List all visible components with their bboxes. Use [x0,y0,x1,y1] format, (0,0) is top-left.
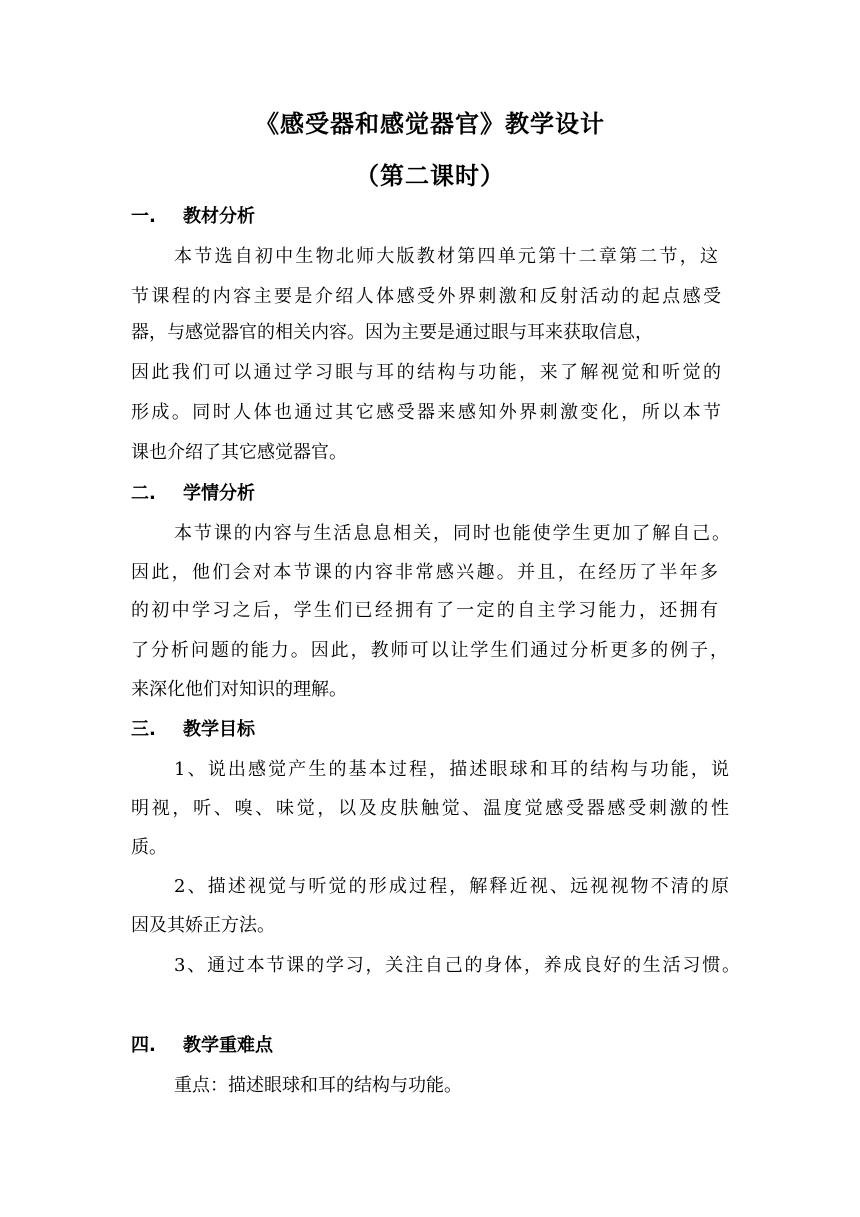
objective-line: 3、通过本节课的学习，关注自己的身体，养成良好的生活习惯。 [174,955,740,976]
section-heading-objectives [131,717,255,743]
objective-line: 明视，听、嗅、味觉，以及皮肤触觉、温度觉感受器感受刺激的性 [131,798,729,819]
key-point-line: 重点：描述眼球和耳的结构与功能。 [174,1075,462,1096]
section-title: 教材分析 [183,206,255,227]
paragraph-line: 课也介绍了其它感觉器官。 [131,442,347,463]
objective-line: 1、说出感觉产生的基本过程，描述眼球和耳的结构与功能，说 [174,759,729,780]
document-title: 《感受器和感觉器官》教学设计 [255,110,605,138]
paragraph-line: 节课程的内容主要是介绍人体感受外界刺激和反射活动的起点感受 [131,286,721,307]
paragraph-line: 形成。同时人体也通过其它感受器来感知外界刺激变化，所以本节 [131,402,721,423]
paragraph-line: 本节选自初中生物北师大版教材第四单元第十二章第二节，这 [174,246,718,267]
document-subtitle: （第二课时） [355,162,505,190]
objective-line: 2、描述视觉与听觉的形成过程，解释近视、远视视物不清的原 [174,876,729,897]
section-heading-learners [131,481,255,507]
section-number: 二. [131,483,156,504]
section-number: 三. [131,719,156,740]
paragraph-line: 的初中学习之后，学生们已经拥有了一定的自主学习能力，还拥有 [131,600,718,621]
paragraph-line: 了分析问题的能力。因此，教师可以让学生们通过分析更多的例子， [131,640,728,661]
section-title: 学情分析 [183,483,255,504]
section-title: 教学重难点 [183,1035,273,1056]
paragraph-line: 器，与感觉器官的相关内容。因为主要是通过眼与耳来获取信息， [131,322,653,343]
paragraph-line: 来深化他们对知识的理解。 [131,679,347,700]
paragraph-line: 因此，他们会对本节课的内容非常感兴趣。并且，在经历了半年多 [131,562,718,583]
section-heading-materials [131,204,255,230]
section-number: 四. [131,1035,156,1056]
paragraph-line: 本节课的内容与生活息息相关，同时也能使学生更加了解自己。 [174,523,730,544]
paragraph-line: 因此我们可以通过学习眼与耳的结构与功能，来了解视觉和听觉的 [131,362,721,383]
section-title: 教学目标 [183,719,255,740]
objective-line: 质。 [131,837,167,858]
section-number: 一. [131,206,156,227]
objective-line: 因及其娇正方法。 [131,915,275,936]
section-heading-key-points [131,1033,273,1059]
